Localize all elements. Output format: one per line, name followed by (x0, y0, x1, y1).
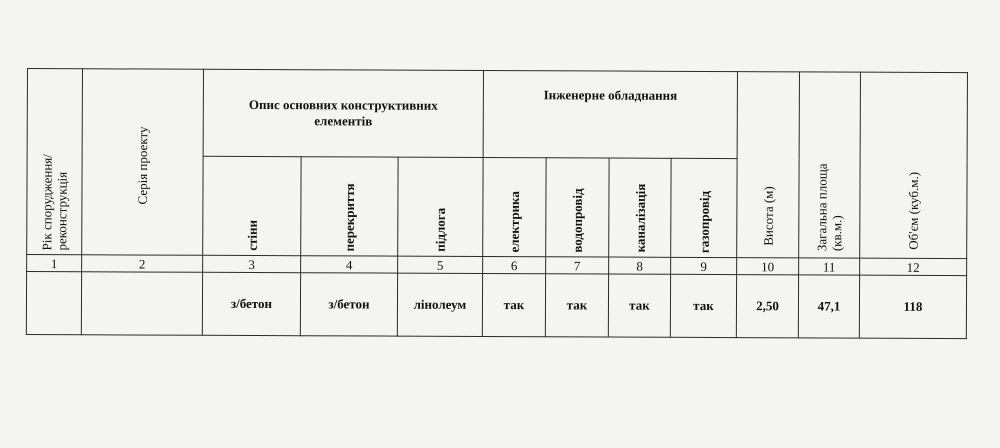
header-sewage (609, 158, 671, 257)
header-walls-label: стіни (244, 220, 260, 252)
cell-series (81, 272, 202, 336)
header-structure-group (203, 69, 483, 157)
column-number: 12 (860, 258, 967, 275)
header-height (737, 72, 800, 258)
column-number: 1 (27, 255, 82, 272)
cell-sewage: так (608, 274, 670, 337)
column-number: 5 (398, 256, 483, 273)
header-engineering-group (483, 70, 737, 158)
header-gas (671, 158, 737, 257)
header-floors-ceiling (301, 157, 398, 256)
header-floor (398, 157, 483, 256)
header-floor-label: підлога (432, 207, 448, 252)
column-number: 2 (82, 255, 203, 273)
column-number: 11 (799, 258, 860, 275)
header-volume-label: Об'єм (куб.м.) (905, 171, 922, 250)
column-number: 8 (609, 257, 671, 274)
header-height-label: Висота (м) (760, 185, 776, 246)
cell-year (26, 272, 81, 335)
cell-water: так (545, 274, 608, 337)
building-spec-table (26, 68, 968, 339)
header-area-line2: (кв.м.) (829, 215, 845, 252)
header-year-line2: реконструкція (54, 171, 70, 251)
header-structure-line1: Опис основних конструктивних (248, 96, 438, 113)
column-number: 7 (546, 257, 609, 274)
cell-gas: так (670, 274, 736, 337)
header-area (799, 72, 861, 258)
header-row-top (27, 69, 967, 160)
header-series-label: Серія проекту (134, 126, 151, 205)
cell-area: 47,1 (798, 275, 859, 338)
header-electric (483, 157, 546, 256)
cell-walls: з/бетон (202, 272, 300, 335)
header-sewage-label: каналізація (632, 183, 648, 253)
column-number: 6 (483, 256, 546, 273)
cell-floor: лінолеум (397, 273, 482, 336)
cell-height: 2,50 (736, 275, 798, 338)
header-gas-label: газопровід (696, 190, 712, 253)
header-walls (203, 156, 301, 255)
table-row (26, 272, 966, 339)
cell-electric: так (482, 273, 545, 336)
header-electric-label: електрика (506, 190, 522, 253)
header-structure-line2: елементів (314, 113, 373, 129)
cell-floors-ceiling: з/бетон (300, 273, 397, 336)
column-number: 9 (671, 257, 737, 274)
column-number: 10 (737, 258, 799, 275)
header-volume (860, 72, 968, 258)
header-series (82, 69, 204, 256)
cell-volume: 118 (859, 275, 966, 338)
header-area-line1: Загальна площа (814, 163, 830, 252)
header-floors-ceiling-label: перекриття (341, 183, 357, 252)
column-number: 4 (301, 256, 398, 273)
header-water (546, 158, 609, 257)
header-year-line1: Рік спорудження/ (39, 153, 55, 251)
header-engineering-label: Інженерне обладнання (543, 87, 678, 103)
header-year (27, 69, 83, 255)
column-number: 3 (203, 255, 301, 272)
header-water-label: водопровід (569, 188, 585, 253)
